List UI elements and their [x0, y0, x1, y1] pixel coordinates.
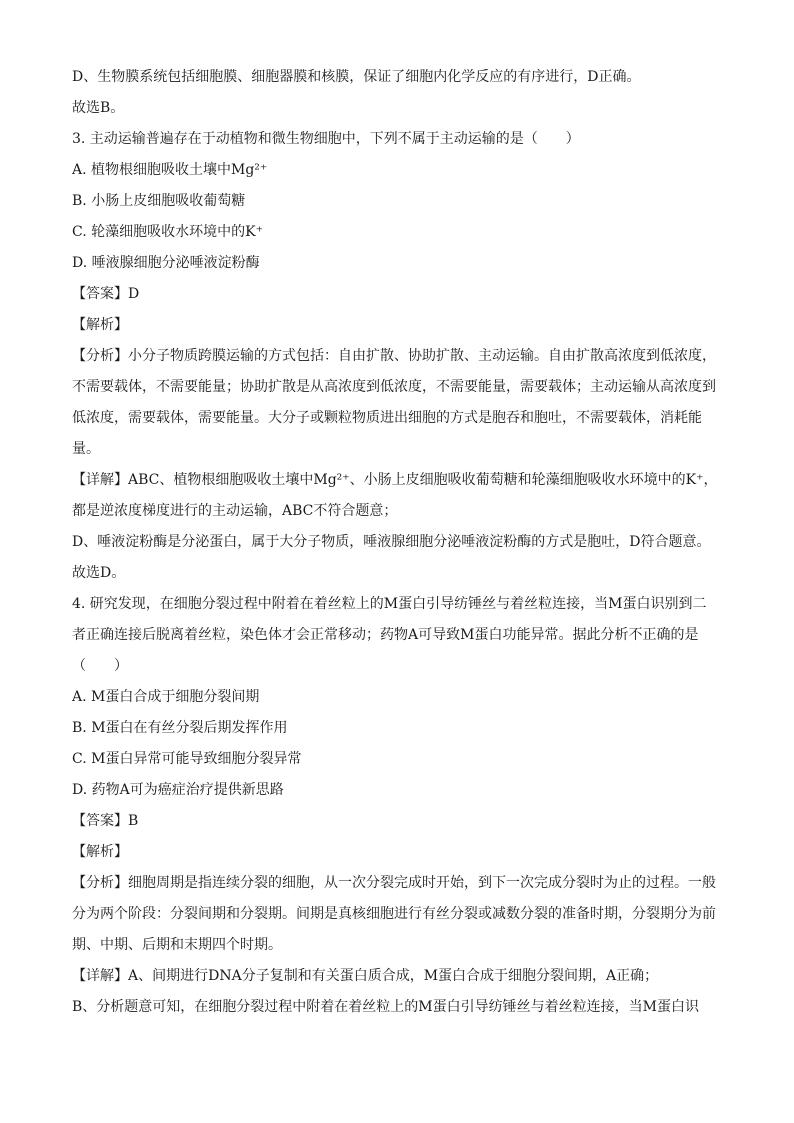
- text-line: 低浓度，需要载体，需要能量。大分子或颗粒物质进出细胞的方式是胞吞和胞吐，不需要载体，消耗能: [72, 410, 702, 426]
- question-4-option-b: B. M蛋白在有丝分裂后期发挥作用: [72, 720, 288, 736]
- question-4-option-d: D. 药物A可为癌症治疗提供新思路: [72, 782, 284, 798]
- text-line: 故选B。: [72, 100, 125, 116]
- question-3-option-c: C. 轮藻细胞吸收水环境中的K⁺: [72, 224, 263, 240]
- text-line: 不需要载体，不需要能量；协助扩散是从高浓度到低浓度，不需要能量，需要载体；主动运输从高浓度到: [72, 379, 716, 395]
- question-3-analysis-heading: 【解析】: [72, 317, 128, 333]
- question-4-stem: 者正确连接后脱离着丝粒，染色体才会正常移动；药物A可导致M蛋白功能异常。据此分析不正确的是: [72, 627, 699, 643]
- text-line: 故选D。: [72, 565, 126, 581]
- text-line: 量。: [72, 441, 100, 457]
- question-4-stem: 4. 研究发现，在细胞分裂过程中附着在着丝粒上的M蛋白引导纺锤丝与着丝粒连接，当M蛋白识别到二: [72, 596, 707, 612]
- text-line: 分为两个阶段：分裂间期和分裂期。间期是真核细胞进行有丝分裂或减数分裂的准备时期，分裂期分为前: [72, 906, 716, 922]
- text-line: 【详解】A、间期进行DNA分子复制和有关蛋白质合成，M蛋白合成于细胞分裂间期，A正确；: [72, 968, 659, 984]
- question-4-option-c: C. M蛋白异常可能导致细胞分裂异常: [72, 751, 302, 767]
- question-3-option-b: B. 小肠上皮细胞吸收葡萄糖: [72, 193, 246, 209]
- question-3-answer: 【答案】D: [72, 286, 140, 302]
- question-3-stem: 3. 主动运输普遍存在于动植物和微生物细胞中，下列不属于主动运输的是（ ）: [72, 131, 580, 147]
- text-line: 都是逆浓度梯度进行的主动运输，ABC不符合题意；: [72, 503, 398, 519]
- question-3-option-d: D. 唾液腺细胞分泌唾液淀粉酶: [72, 255, 260, 271]
- question-4-option-a: A. M蛋白合成于细胞分裂间期: [72, 689, 260, 705]
- text-line: 【分析】小分子物质跨膜运输的方式包括：自由扩散、协助扩散、主动运输。自由扩散高浓度到低浓度，: [72, 348, 716, 364]
- text-line: D、唾液淀粉酶是分泌蛋白，属于大分子物质，唾液腺细胞分泌唾液淀粉酶的方式是胞吐，D符合题意。: [72, 534, 711, 550]
- question-4-stem: （ ）: [72, 658, 128, 674]
- question-4-analysis-heading: 【解析】: [72, 844, 128, 860]
- text-line: 期、中期、后期和末期四个时期。: [72, 937, 282, 953]
- question-4-answer: 【答案】B: [72, 813, 139, 829]
- text-line: 【分析】细胞周期是指连续分裂的细胞，从一次分裂完成时开始，到下一次完成分裂时为止的过程。一般: [72, 875, 716, 891]
- text-line: B、分析题意可知，在细胞分裂过程中附着在着丝粒上的M蛋白引导纺锤丝与着丝粒连接，当M蛋白识: [72, 999, 699, 1015]
- document-body: [72, 62, 722, 1023]
- text-line: 【详解】ABC、植物根细胞吸收土壤中Mg²⁺、小肠上皮细胞吸收葡萄糖和轮藻细胞吸收水环境中的K⁺，: [72, 472, 718, 488]
- text-line: D、生物膜系统包括细胞膜、细胞器膜和核膜，保证了细胞内化学反应的有序进行，D正确。: [72, 69, 641, 85]
- question-3-option-a: A. 植物根细胞吸收土壤中Mg²⁺: [72, 162, 268, 178]
